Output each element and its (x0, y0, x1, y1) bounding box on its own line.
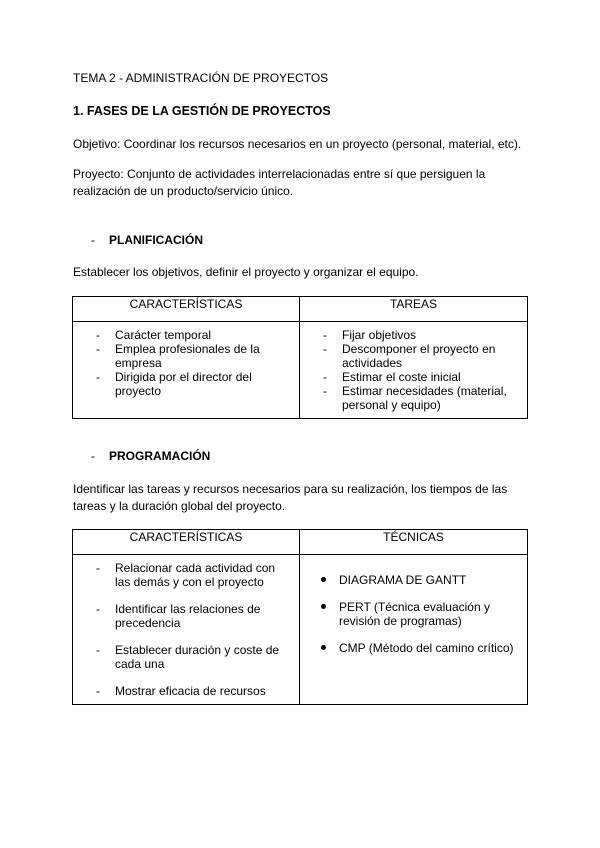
proyecto-paragraph: Proyecto: Conjunto de actividades interrelacionadas entre sí que persiguen la realización de un producto/servicio único. (73, 167, 486, 198)
planificacion-tareas-list (318, 328, 519, 412)
planificacion-table (72, 296, 528, 419)
programacion-col1-header: CARACTERÍSTICAS (73, 530, 300, 555)
planificacion-caracteristicas-cell (73, 322, 300, 419)
doc-title: TEMA 2 - ADMINISTRACIÓN DE PROYECTOS (73, 71, 329, 85)
list-item: - Dirigida por el director del proyecto (91, 370, 291, 398)
programacion-intro: Identificar las tareas y recursos necesarios para su realización, los tiempos de las tareas y la duración global del proyecto. (73, 482, 508, 513)
list-item: CMP (Método del camino crítico) (318, 641, 519, 655)
planificacion-intro: Establecer los objetivos, definir el proyecto y organizar el equipo. (73, 265, 419, 279)
list-item: - Carácter temporal (91, 328, 291, 342)
planificacion-bullet: - (91, 233, 95, 247)
list-item: - Mostrar eficacia de recursos (91, 684, 291, 698)
list-item: - Identificar las relaciones de precedencia (91, 602, 291, 630)
list-item: - Estimar necesidades (material, personal y equipo) (318, 384, 519, 412)
list-item: - Emplea profesionales de la empresa (91, 342, 291, 370)
planificacion-col1-header: CARACTERÍSTICAS (73, 297, 300, 322)
programacion-tecnicas-cell (300, 555, 528, 705)
programacion-tecnicas-list (318, 573, 519, 655)
programacion-col2-header: TÉCNICAS (300, 530, 528, 555)
planificacion-title: PLANIFICACIÓN (109, 233, 203, 247)
objetivo-paragraph: Objetivo: Coordinar los recursos necesarios en un proyecto (personal, material, etc). (73, 137, 522, 151)
list-item: - Relacionar cada actividad con las demás y con el proyecto (91, 561, 291, 589)
list-item: - Fijar objetivos (318, 328, 519, 342)
section-heading: 1. FASES DE LA GESTIÓN DE PROYECTOS (73, 104, 331, 118)
programacion-heading (91, 449, 210, 463)
programacion-bullet: - (91, 449, 95, 463)
planificacion-caracteristicas-list (91, 328, 291, 398)
planificacion-heading (91, 233, 203, 247)
list-item: - Estimar el coste inicial (318, 370, 519, 384)
list-item: PERT (Técnica evaluación y revisión de programas) (318, 600, 519, 628)
programacion-caracteristicas-list (91, 561, 291, 698)
list-item: - Descomponer el proyecto en actividades (318, 342, 519, 370)
programacion-caracteristicas-cell (73, 555, 300, 705)
programacion-title: PROGRAMACIÓN (109, 449, 211, 463)
programacion-table (72, 529, 528, 705)
planificacion-col2-header: TAREAS (300, 297, 528, 322)
list-item: - Establecer duración y coste de cada una (91, 643, 291, 671)
planificacion-tareas-cell (300, 322, 528, 419)
list-item: DIAGRAMA DE GANTT (318, 573, 519, 587)
